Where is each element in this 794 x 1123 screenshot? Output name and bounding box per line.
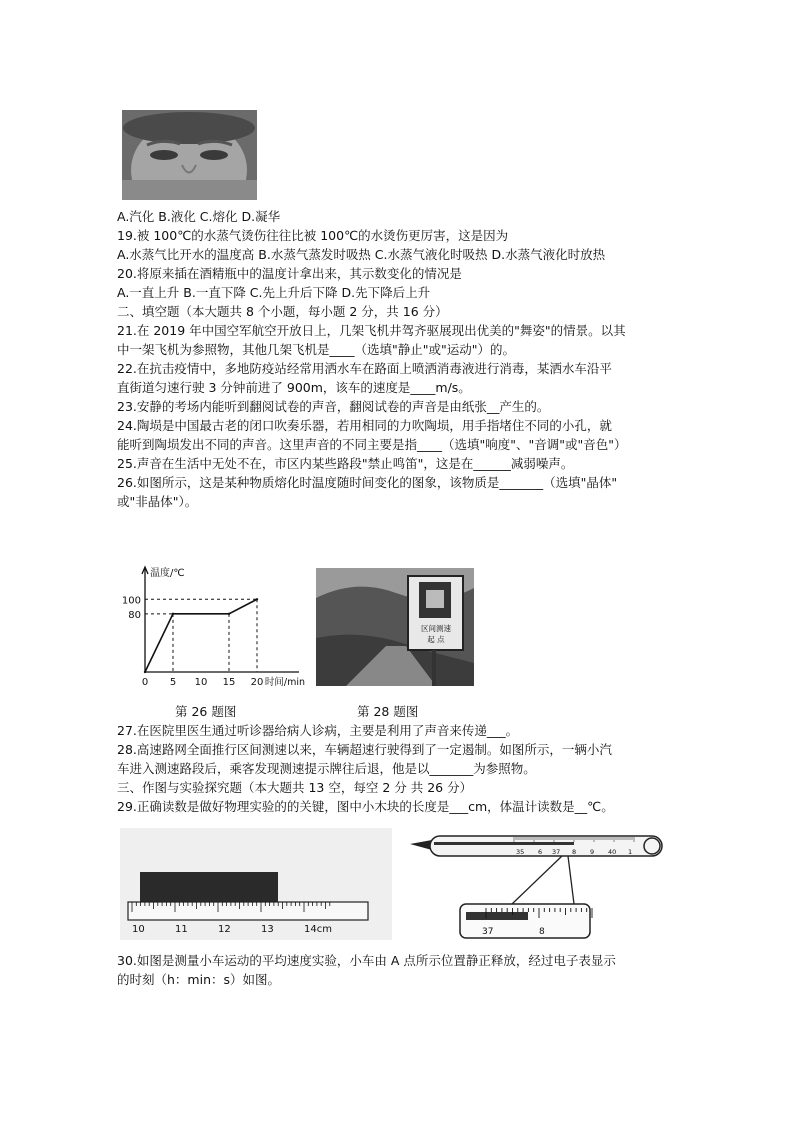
thermo-label-6: 6	[538, 848, 543, 856]
chart-labels	[122, 566, 305, 688]
fig26-caption: 第 26 题图	[175, 704, 237, 719]
q19-stem: 19.被 100℃的水蒸气烫伤往往比被 100℃的水烫伤更厉害，这是因为	[117, 228, 509, 243]
melting-chart	[117, 560, 312, 690]
x-tick-20: 20	[250, 677, 264, 688]
highway-sign-drawing	[316, 568, 474, 686]
q21-line1: 21.在 2019 年中国空军航空开放日上，几架飞机井驾齐驱展现出优美的"舞姿"的情景。以其	[117, 323, 626, 338]
x-tick-5: 5	[169, 677, 177, 688]
q29-line1: 29.正确读数是做好物理实验的的关键，图中小木块的长度是___cm，体温计读数是__℃。	[117, 799, 614, 814]
temperature-series-line	[145, 599, 257, 672]
q20-options: A.一直上升 B.一直下降 C.先上升后下降 D.先下降后上升	[117, 285, 431, 300]
face-photo	[122, 110, 257, 200]
sign-text-line2: 起 点	[427, 635, 445, 644]
q22-line1: 22.在抗击疫情中，多地防疫站经常用洒水车在路面上喷洒消毒液进行消毒，某洒水车沿平	[117, 361, 612, 376]
thermo-label-8: 8	[572, 848, 577, 856]
x-tick-0: 0	[141, 677, 149, 688]
thermometer-figure	[404, 826, 676, 944]
q23-line1: 23.安静的考场内能听到翻阅试卷的声音，翻阅试卷的声音是由纸张__产生的。	[117, 399, 550, 414]
q30-line2: 的时刻（h：min：s）如图。	[117, 972, 281, 987]
fig28-caption: 第 28 题图	[357, 704, 419, 719]
y-axis-label: 温度/℃	[150, 568, 185, 579]
q22-line2: 直街道匀速行驶 3 分钟前进了 900m，该车的速度是____m/s。	[117, 380, 471, 395]
q19-options: A.水蒸气比开水的温度高 B.水蒸气蒸发时吸热 C.水蒸气液化时吸热 D.水蒸气液化时放热	[117, 247, 606, 262]
ruler-label-14: 14cm	[304, 924, 332, 935]
ruler-label-12: 12	[218, 924, 231, 935]
thermo-label-1: 1	[628, 848, 633, 856]
x-axis-label: 时间/min	[264, 677, 305, 688]
face-photo-drawing	[122, 110, 257, 200]
data-point-0	[144, 671, 146, 673]
chart-axes	[142, 567, 299, 672]
section2-title: 二、填空题（本大题共 8 个小题，每小题 2 分，共 16 分）	[117, 304, 448, 319]
q26-line2: 或"非晶体"）。	[117, 494, 198, 509]
y-tick-100: 100	[121, 595, 141, 607]
zoom-label-37: 37	[482, 927, 494, 937]
data-point-2	[228, 613, 230, 615]
section3-title: 三、作图与实验探究题（本大题共 13 空，每空 2 分 共 26 分）	[117, 780, 473, 795]
q24-line2: 能听到陶埙发出不同的声音。这里声音的不同主要是指____（选填"响度"、"音调"或"音色"）	[117, 437, 627, 452]
q28-line2: 车进入测速路段后，乘客发现测速提示牌往后退，他是以_______为参照物。	[117, 761, 536, 776]
thermo-label-37: 37	[552, 848, 561, 856]
x-tick-15: 15	[222, 677, 236, 688]
sign-text-line1: 区间测速	[421, 624, 451, 633]
chart-line	[144, 598, 258, 673]
highway-sign-photo	[316, 568, 474, 686]
q25-line1: 25.声音在生活中无处不在，市区内某些路段"禁止鸣笛"，这是在______减弱噪声。	[117, 456, 574, 471]
q26-line1: 26.如图所示，这是某种物质熔化时温度随时间变化的图象，该物质是_______（选填"晶体"	[117, 475, 618, 490]
data-point-1	[172, 613, 174, 615]
ruler-label-11: 11	[175, 924, 188, 935]
wood-block	[140, 872, 278, 902]
q24-line1: 24.陶埙是中国最古老的闭口吹奏乐器，若用相同的力吹陶埙，用手指堵住不同的小孔，就	[117, 418, 612, 433]
data-point-3	[256, 598, 258, 600]
y-tick-80: 80	[128, 609, 141, 621]
q20-stem: 20.将原来插在酒精瓶中的温度计拿出来，其示数变化的情况是	[117, 266, 462, 281]
ruler-label-13: 13	[261, 924, 274, 935]
q28-line1: 28.高速路网全面推行区间测速以来，车辆超速行驶得到了一定遏制。如图所示，一辆小汽	[117, 742, 612, 757]
thermo-label-40: 40	[608, 848, 617, 856]
ruler-label-10: 10	[132, 924, 145, 935]
thermo-label-35: 35	[516, 848, 525, 856]
x-tick-10: 10	[194, 677, 208, 688]
q30-line1: 30.如图是测量小车运动的平均速度实验，小车由 A 点所示位置静正释放，经过电子表显示	[117, 953, 616, 968]
q18-options: A.汽化 B.液化 C.熔化 D.凝华	[117, 209, 281, 224]
ruler-figure	[120, 828, 392, 940]
q21-line2: 中一架飞机为参照物，其他几架飞机是____（选填"静止"或"运动"）的。	[117, 342, 515, 357]
q27-line1: 27.在医院里医生通过听诊器给病人诊病，主要是利用了声音来传递___。	[117, 723, 519, 738]
thermo-label-9: 9	[590, 848, 595, 856]
zoom-label-8: 8	[539, 927, 545, 937]
